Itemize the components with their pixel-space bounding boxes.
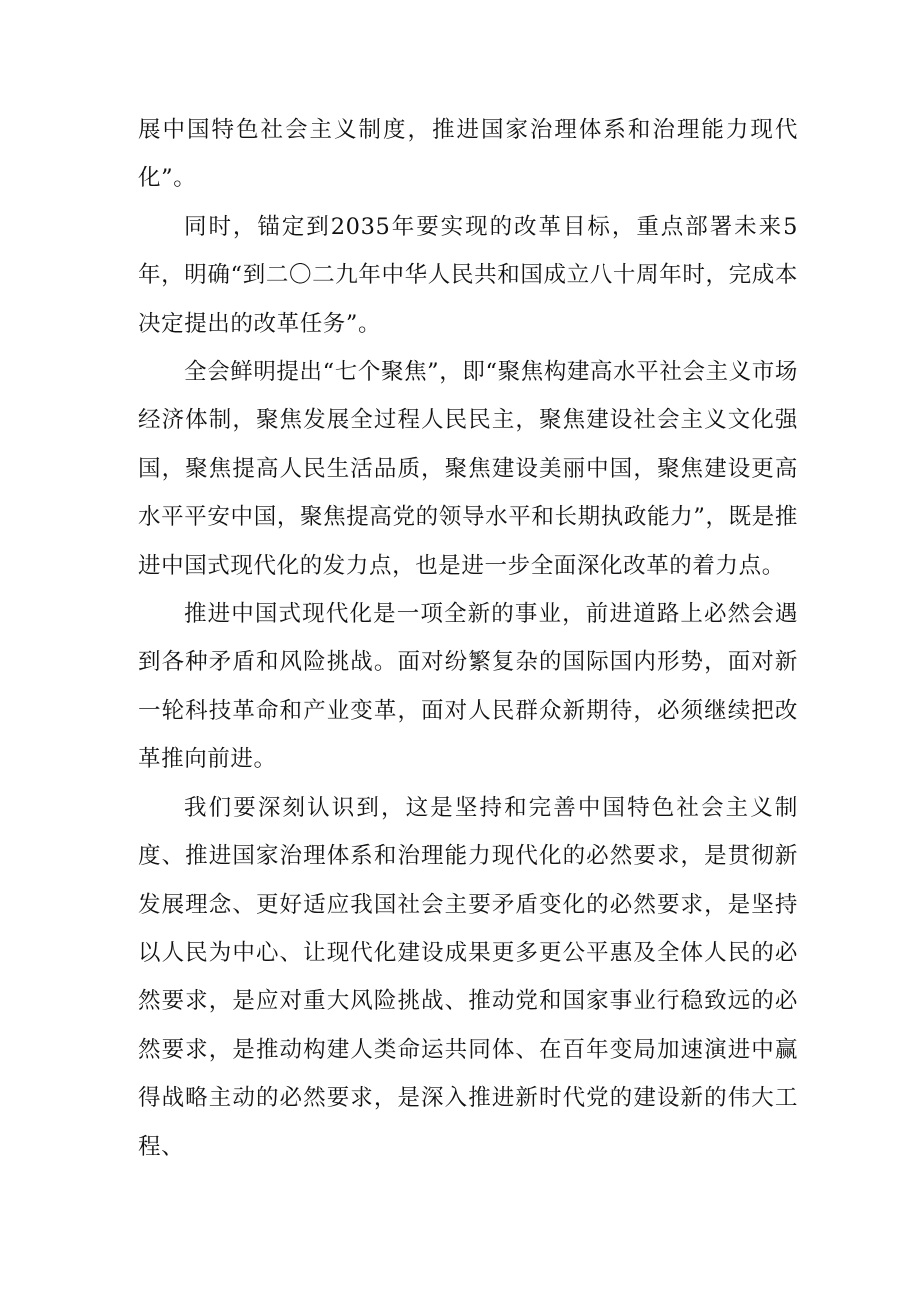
paragraph-1: 展中国特色社会主义制度，推进国家治理体系和治理能力现代化”。 [138,117,798,192]
paragraph-2: 同时，锚定到2035年要实现的改革目标，重点部署未来5年，明确“到二〇二九年中华人民共和国成立八十周年时，完成本决定提出的改革任务”。 [138,213,798,337]
paragraph-3: 全会鲜明提出“七个聚焦”，即“聚焦构建高水平社会主义市场经济体制，聚焦发展全过程人民民主，聚焦建设社会主义文化强国，聚焦提高人民生活品质，聚焦建设美丽中国，聚焦建设更高水平平安中国，聚焦提高党的领导水平和长期执政能力”，既是推进中国式现代化的发力点，也是进一步全面深化改革的着力点。 [138,359,798,579]
paragraph-5: 我们要深刻认识到，这是坚持和完善中国特色社会主义制度、推进国家治理体系和治理能力现代化的必然要求，是贯彻新发展理念、更好适应我国社会主要矛盾变化的必然要求，是坚持以人民为中心、让现代化建设成果更多更公平惠及全体人民的必然要求，是应对重大风险挑战、推动党和国家事业行稳致远的必然要求，是推动构建人类命运共同体、在百年变局加速演进中赢得战略主动的必然要求，是深入推进新时代党的建设新的伟大工程、 [138,794,798,1160]
paragraph-4: 推进中国式现代化是一项全新的事业，前进道路上必然会遇到各种矛盾和风险挑战。面对纷繁复杂的国际国内形势，面对新一轮科技革命和产业变革，面对人民群众新期待，必须继续把改革推向前进。 [138,601,798,773]
document-page [138,106,798,1171]
